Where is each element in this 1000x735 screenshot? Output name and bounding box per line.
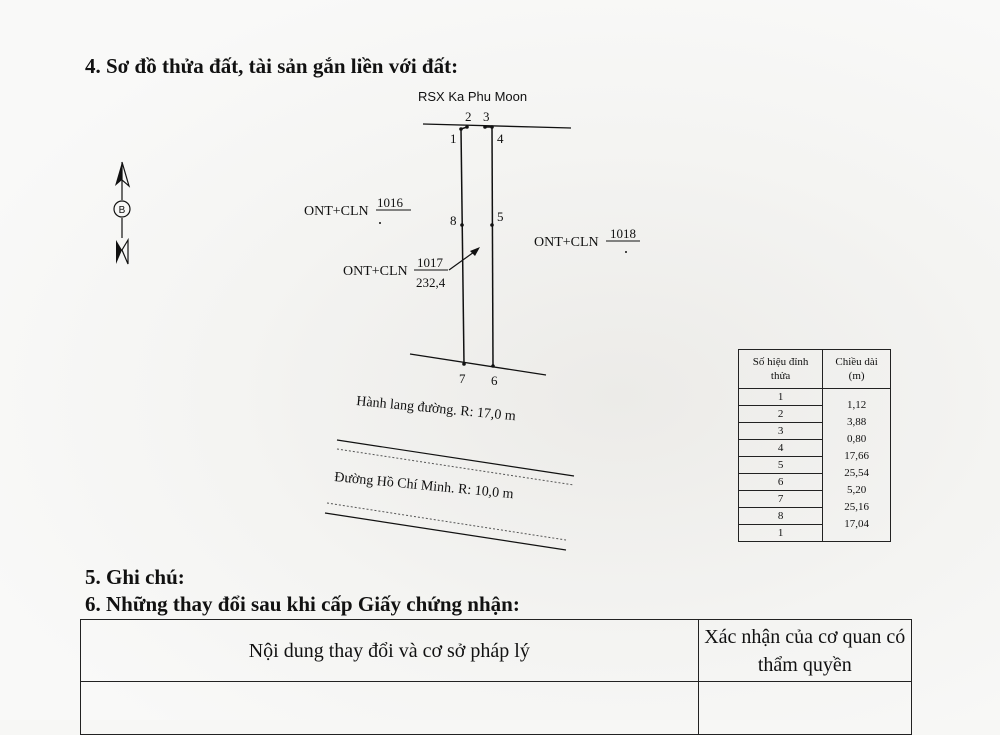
parcel-1017-type: ONT+CLN	[343, 264, 408, 279]
table-row	[739, 406, 891, 423]
length-cell: 25,16	[823, 491, 891, 508]
table-header-length: Chiều dài (m)	[823, 350, 891, 389]
table-row	[739, 491, 891, 508]
point-cell: 2	[739, 406, 823, 423]
changes-confirmation-cell	[698, 682, 911, 735]
table-row	[81, 682, 912, 735]
point-cell: 1	[739, 389, 823, 406]
vertex-label-3: 3	[483, 109, 490, 124]
changes-content-cell	[81, 682, 699, 735]
point-cell: 4	[739, 440, 823, 457]
length-cell: 0,80	[823, 423, 891, 440]
table-row	[739, 525, 891, 542]
changes-header-confirmation: Xác nhận của cơ quan có thẩm quyền	[698, 620, 911, 682]
section-4-title: 4. Sơ đồ thửa đất, tài sản gắn liền với đất:	[85, 54, 459, 78]
length-cell: 5,20	[823, 474, 891, 491]
road-label: Đường Hồ Chí Minh. R: 10,0 m	[333, 470, 515, 503]
table-header-point: Số hiệu đỉnh thửa	[739, 350, 823, 389]
north-arrow-icon	[114, 162, 130, 264]
parcel-label-1017	[343, 247, 480, 290]
parcel-1017-boundary	[461, 127, 493, 366]
north-neighbor-label: RSX Ka Phu Moon	[418, 89, 528, 104]
table-row	[739, 423, 891, 440]
length-cell: 17,04	[823, 508, 891, 525]
vertex-label-2: 2	[465, 109, 472, 124]
point-cell: 8	[739, 508, 823, 525]
point-cell: 6	[739, 474, 823, 491]
parcel-1016-number: 1016	[377, 195, 403, 210]
parcel-1016-type: ONT+CLN	[304, 204, 369, 219]
parcel-label-1018	[534, 226, 640, 253]
vertex-length-table	[738, 349, 891, 542]
section-6-title: 6. Những thay đổi sau khi cấp Giấy chứng nhận:	[85, 592, 520, 616]
length-cell: 3,88	[823, 406, 891, 423]
leader-arrow-icon	[470, 247, 480, 256]
changes-header-content: Nội dung thay đổi và cơ sở pháp lý	[81, 620, 699, 682]
vertex-markers	[459, 125, 495, 368]
vertex-label-8: 8	[450, 213, 457, 228]
parcel-1017-area: 232,4	[416, 275, 446, 290]
south-boundary-line	[410, 354, 546, 375]
length-cell: 17,66	[823, 440, 891, 457]
length-cell: 25,54	[823, 457, 891, 474]
point-cell: 1	[739, 525, 823, 542]
parcel-1017-number: 1017	[417, 255, 443, 270]
point-cell: 7	[739, 491, 823, 508]
north-boundary-line	[423, 124, 571, 128]
compass-letter: B	[118, 205, 126, 216]
parcel-1018-type: ONT+CLN	[534, 235, 599, 250]
vertex-label-1: 1	[450, 131, 457, 146]
table-row	[739, 474, 891, 491]
section-5-title: 5. Ghi chú:	[85, 565, 185, 589]
road-line-lower	[325, 513, 566, 550]
point-cell: 3	[739, 423, 823, 440]
length-cell: 1,12	[823, 389, 891, 406]
vertex-label-6: 6	[491, 373, 498, 388]
parcel-1018-number: 1018	[610, 226, 636, 241]
table-row	[739, 508, 891, 525]
table-row	[739, 389, 891, 406]
changes-table	[80, 619, 912, 735]
vertex-label-5: 5	[497, 209, 504, 224]
table-row	[739, 440, 891, 457]
road-line-dashed	[327, 503, 566, 540]
corridor-line-upper	[337, 440, 574, 476]
table-row	[739, 457, 891, 474]
length-cell	[823, 525, 891, 542]
vertex-label-4: 4	[497, 131, 504, 146]
point-cell: 5	[739, 457, 823, 474]
corridor-label: Hành lang đường. R: 17,0 m	[355, 394, 517, 425]
parcel-label-1016	[304, 195, 411, 224]
vertex-label-7: 7	[459, 371, 466, 386]
